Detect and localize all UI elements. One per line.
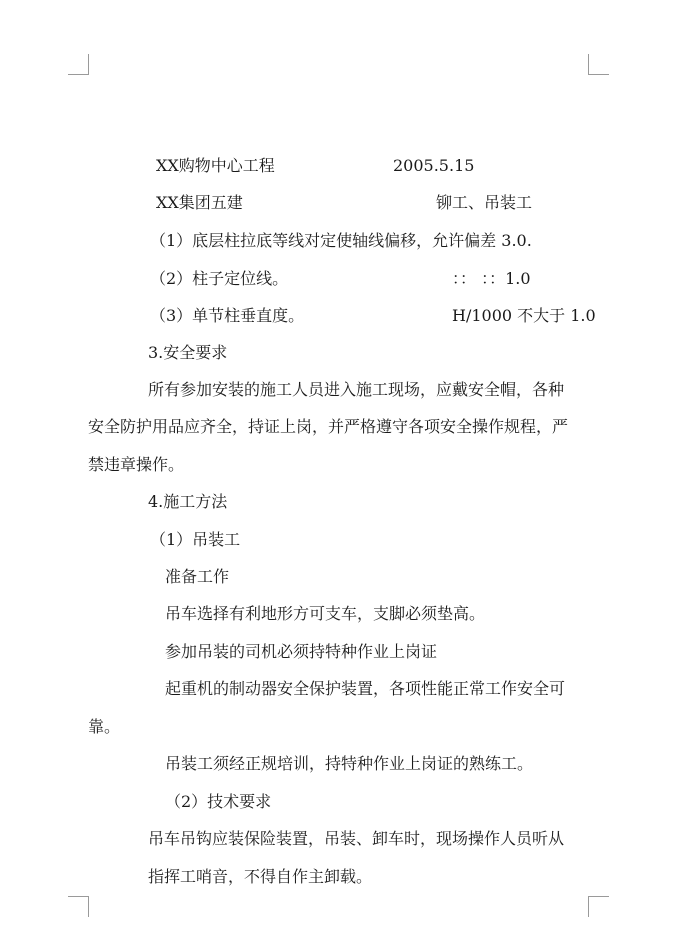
- method-item: 吊车选择有利地形方可支车，支脚必须垫高。: [165, 604, 486, 623]
- method-item: 起重机的制动器安全保护装置，各项性能正常工作安全可: [165, 679, 566, 698]
- safety-line: 禁违章操作。: [88, 455, 185, 474]
- section-heading-safety: 3.安全要求: [148, 343, 228, 362]
- project-name: XX购物中心工程: [156, 156, 275, 175]
- tolerance-2-value: ：： ：：1.0: [452, 269, 531, 288]
- method-item: 靠。: [88, 717, 121, 736]
- tolerance-3-value: H/1000 不大于 1.0: [452, 306, 596, 325]
- document-date: 2005.5.15: [393, 156, 475, 175]
- corner-mark-top-left: [68, 54, 89, 75]
- tolerance-2-text: （2）柱子定位线。: [150, 269, 289, 288]
- trade-name: 铆工、吊装工: [436, 193, 533, 212]
- subsection-heading-technical: （2）技术要求: [165, 792, 272, 811]
- section-heading-method: 4.施工方法: [148, 492, 228, 511]
- corner-mark-bottom-left: [68, 896, 89, 917]
- company-name: XX集团五建: [156, 193, 243, 212]
- method-item: 吊装工须经正规培训，持特种作业上岗证的熟练工。: [165, 754, 534, 773]
- safety-line: 安全防护用品应齐全，持证上岗，并严格遵守各项安全操作规程，严: [88, 417, 569, 436]
- technical-line: 指挥工哨音，不得自作主卸载。: [148, 867, 373, 886]
- technical-line: 吊车吊钩应装保险装置，吊装、卸车时，现场操作人员听从: [148, 829, 565, 848]
- preparation-heading: 准备工作: [165, 567, 230, 586]
- tolerance-1-text: （1）底层柱拉底等线对定使轴线偏移，允许偏差 3.0.: [150, 231, 532, 250]
- subsection-heading-rigging: （1）吊装工: [150, 530, 241, 549]
- safety-line: 所有参加安装的施工人员进入施工现场，应戴安全帽，各种: [148, 380, 565, 399]
- corner-mark-bottom-right: [588, 896, 609, 917]
- corner-mark-top-right: [588, 54, 609, 75]
- tolerance-3-text: （3）单节柱垂直度。: [150, 306, 305, 325]
- method-item: 参加吊装的司机必须持特种作业上岗证: [165, 642, 438, 661]
